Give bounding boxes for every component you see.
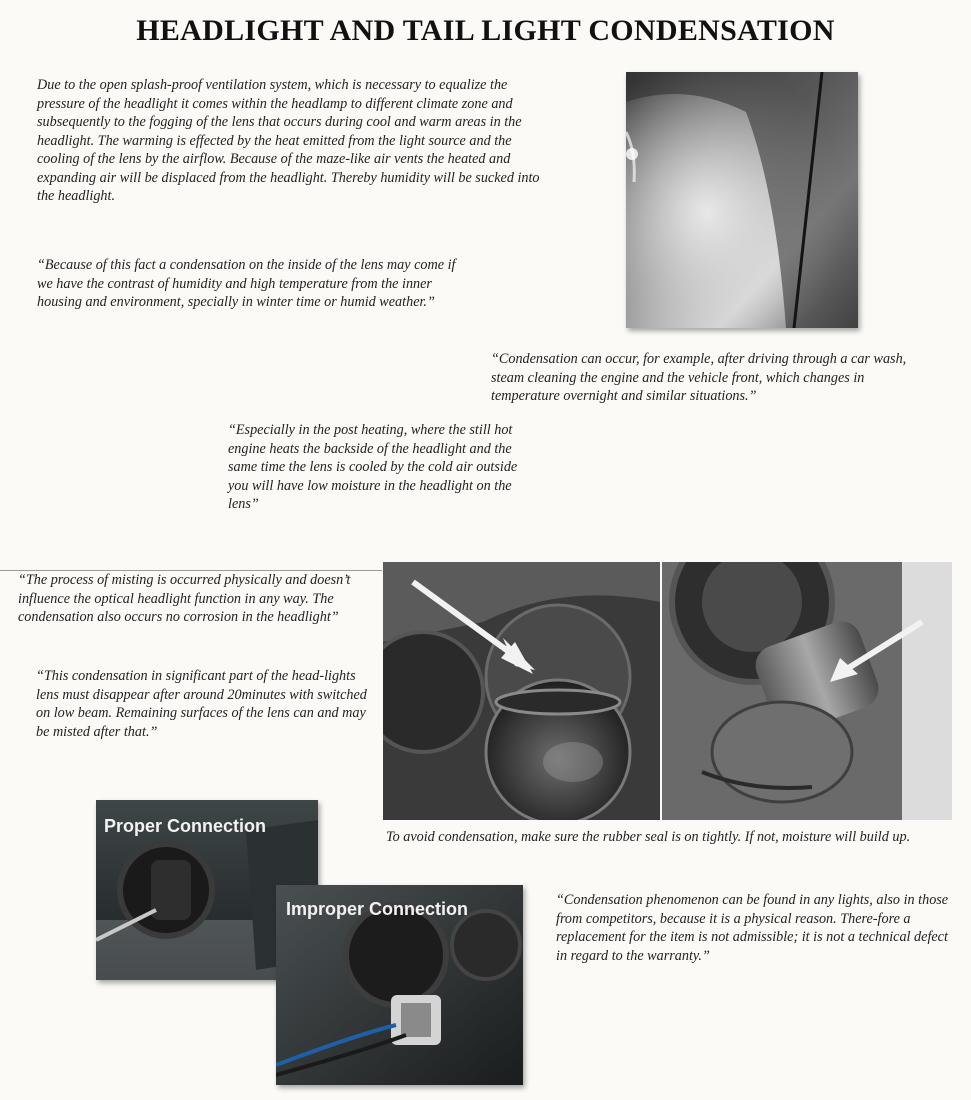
proper-connection-label: Proper Connection (104, 816, 267, 836)
improper-connection-photo (276, 885, 523, 1085)
improper-connection-label: Improper Connection (286, 899, 469, 919)
quote-phenomenon: “Condensation phenomenon can be found in any lights, also in those from competitors, because it is a physical reason. There-fore a replacement for the item is not admissible; it is not a technical defect in regard to the warranty.” (556, 892, 949, 964)
intro-paragraph: Due to the open splash-proof ventilation system, which is necessary to equalize the pressure of the headlight it comes within the headlamp to different climate zone and subsequently to the fogging of the lens that occurs during cool and warm areas in the headlight. The warming is effected by the heat emitted from the light source and the cooling of the lens by the airflow. Because of the maze-like air vents the heated and expanding air will be displaced from the headlight. Thereby humidity will be sucked into the headlight. (37, 77, 540, 204)
caption-rubber-seal: To avoid condensation, make sure the rubber seal is on tightly. If not, moisture will build up. (386, 829, 911, 845)
quote-disappear: “This condensation in significant part of the head-lights lens must disappear after around 20minutes with switched on low beam. Remaining surfaces of the lens can and may be misted after that.” (36, 668, 367, 740)
quote-car-wash: “Condensation can occur, for example, after driving through a car wash, steam cleaning the engine and the vehicle front, which changes in temperature overnight and similar situations.” (491, 351, 907, 404)
page-title: HEADLIGHT AND TAIL LIGHT CONDENSATION (136, 14, 835, 47)
headlight-seal-photo-right (662, 562, 952, 820)
quote-contrast: “Because of this fact a condensation on the inside of the lens may come if we have the contrast of humidity and high temperature from the inner housing and environment, specially in winter time or humid weather.” (37, 257, 456, 310)
headlight-seal-photo-left (383, 562, 660, 820)
quote-post-heating: “Especially in the post heating, where the still hot engine heats the backside of the headlight and the same time the lens is cooled by the cold air outside you will have low moisture in the headlight on the lens” (228, 422, 518, 512)
quote-misting: “The process of misting is occurred physically and doesn’t influence the optical headlight function in any way. The condensation also occurs no corrosion in the headlight” (18, 572, 351, 625)
fogged-lens-photo (626, 72, 858, 328)
